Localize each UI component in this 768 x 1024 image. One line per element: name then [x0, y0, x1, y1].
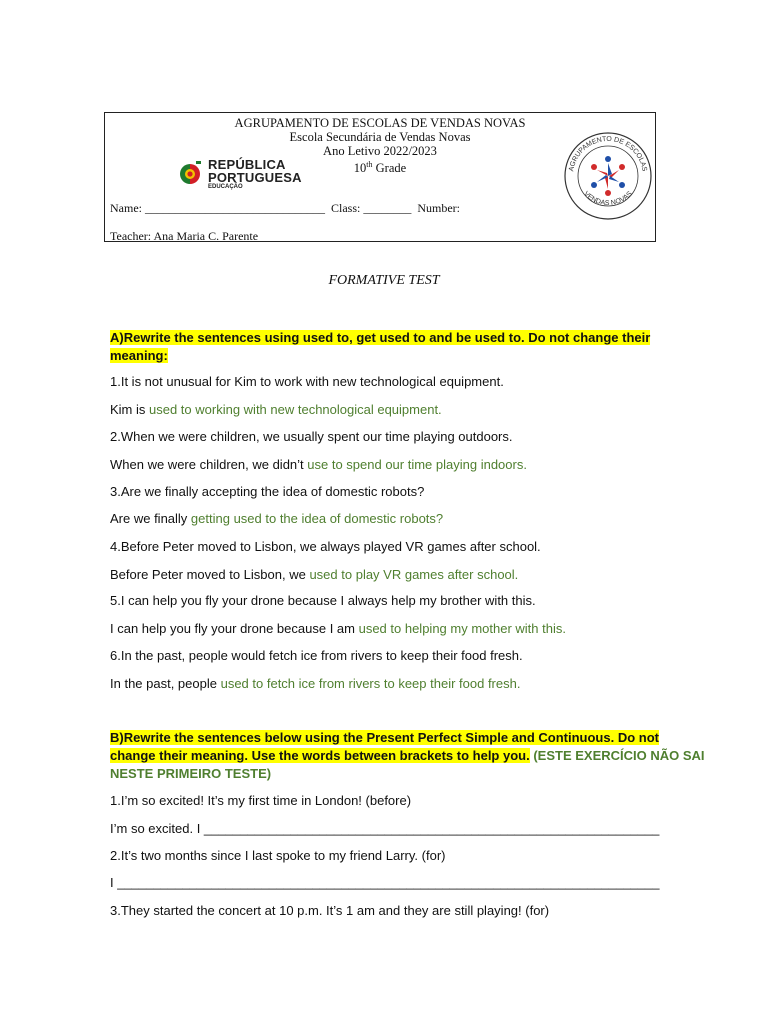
- name-label: Name:: [110, 201, 145, 215]
- svg-text:VENDAS NOVAS: VENDAS NOVAS: [582, 190, 634, 208]
- logo-text-educacao: EDUCAÇÃO: [208, 184, 243, 190]
- question-a6: 6.In the past, people would fetch ice from rivers to keep their food fresh.: [110, 648, 523, 663]
- logo-text-republica: REPÚBLICA: [208, 157, 286, 172]
- answer-a5-text: used to helping my mother with this.: [358, 621, 566, 636]
- name-blank[interactable]: ______________________________: [145, 201, 325, 215]
- section-b-note: (ESTE EXERCÍCIO NÃO SAI: [529, 748, 705, 763]
- question-a3: 3.Are we finally accepting the idea of domestic robots?: [110, 484, 425, 499]
- answer-a1: Kim is used to working with new technological equipment.: [110, 402, 442, 417]
- answer-a6: In the past, people used to fetch ice from rivers to keep their food fresh.: [110, 676, 521, 691]
- answer-a4: Before Peter moved to Lisbon, we used to play VR games after school.: [110, 567, 519, 582]
- question-a5: 5.I can help you fly your drone because I always help my brother with this.: [110, 593, 536, 608]
- answer-a4-text: used to play VR games after school.: [309, 567, 519, 582]
- agrupamento-vendas-novas-logo: [563, 131, 653, 221]
- question-a1: 1.It is not unusual for Kim to work with new technological equipment.: [110, 374, 504, 389]
- school-header-box: [104, 112, 656, 242]
- school-group-name: AGRUPAMENTO DE ESCOLAS DE VENDAS NOVAS: [234, 116, 526, 130]
- answer-a3: Are we finally getting used to the idea of domestic robots?: [110, 511, 444, 526]
- section-b-instruction-line2: change their meaning. Use the words between brackets to help you. (ESTE EXERCÍCIO NÃO SAI: [110, 748, 705, 763]
- teacher-name: Teacher: Ana Maria C. Parente: [110, 229, 259, 243]
- class-label: Class:: [325, 201, 364, 215]
- question-a4: 4.Before Peter moved to Lisbon, we always played VR games after school.: [110, 539, 541, 554]
- question-b2: 2.It’s two months since I last spoke to my friend Larry. (for): [110, 848, 446, 863]
- section-b-note-line3: NESTE PRIMEIRO TESTE): [110, 766, 272, 781]
- svg-text:AGRUPAMENTO DE ESCOLAS: AGRUPAMENTO DE ESCOLAS: [568, 135, 648, 172]
- answer-a5: I can help you fly your drone because I am used to helping my mother with this.: [110, 621, 566, 636]
- answer-b2-blank[interactable]: I ___________________________________________________________________________: [110, 875, 660, 890]
- question-a2: 2.When we were children, we usually spent our time playing outdoors.: [110, 429, 513, 444]
- republica-portuguesa-logo: [170, 153, 312, 197]
- section-a-instruction-line2: meaning:: [110, 348, 168, 363]
- question-b3: 3.They started the concert at 10 p.m. It’s 1 am and they are still playing! (for): [110, 903, 550, 918]
- answer-a2: When we were children, we didn’t use to spend our time playing indoors.: [110, 457, 527, 472]
- number-label: Number:: [411, 201, 460, 215]
- student-fields-row: [110, 201, 460, 216]
- answer-b1-blank[interactable]: I’m so excited. I _______________________________________________________________: [110, 821, 660, 836]
- section-a-instruction-line1: A)Rewrite the sentences using used to, get used to and be used to. Do not change their: [110, 330, 651, 345]
- answer-a1-text: used to working with new technological equipment.: [149, 402, 442, 417]
- school-year: Ano Letivo 2022/2023: [323, 144, 437, 158]
- section-b-instruction-line1: B)Rewrite the sentences below using the Present Perfect Simple and Continuous. Do not: [110, 730, 659, 745]
- answer-a3-text: getting used to the idea of domestic robots?: [190, 511, 444, 526]
- question-b1: 1.I’m so excited! It’s my first time in London! (before): [110, 793, 412, 808]
- answer-a6-text: used to fetch ice from rivers to keep their food fresh.: [220, 676, 521, 691]
- answer-a2-text: use to spend our time playing indoors.: [307, 457, 527, 472]
- class-blank[interactable]: ________: [363, 201, 412, 215]
- republica-portuguesa-emblem-icon: [177, 159, 203, 189]
- school-name: Escola Secundária de Vendas Novas: [289, 130, 471, 144]
- test-title: FORMATIVE TEST: [328, 273, 440, 288]
- logo-text-portuguesa: PORTUGUESA: [208, 170, 302, 185]
- grade-label: 10th Grade: [353, 160, 407, 176]
